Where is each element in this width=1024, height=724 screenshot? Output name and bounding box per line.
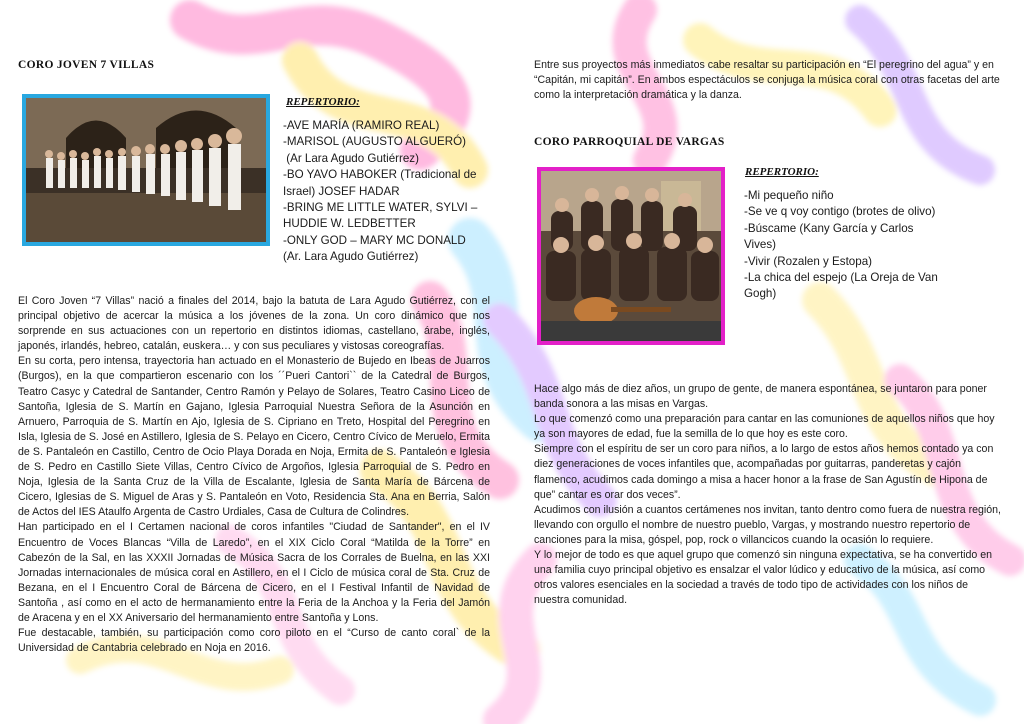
list-item: Israel) JOSEF HADAR xyxy=(283,184,400,198)
list-item: (Ar. Lara Agudo Gutiérrez) xyxy=(283,250,419,264)
coro-joven-photo xyxy=(22,94,270,246)
coro-joven-title: CORO JOVEN 7 VILLAS xyxy=(18,59,155,71)
list-item: -La chica del espejo (La Oreja de Van xyxy=(744,271,938,285)
list-item: -BRING ME LITTLE WATER, SYLVI – xyxy=(283,201,478,215)
coro-vargas-title: CORO PARROQUIAL DE VARGAS xyxy=(534,136,725,148)
paragraph: Lo que comenzó como una preparación para cantar en las comuniones de aquellos niños que hoy ya son mayores de edad, fue la semilla de lo que hoy es este coro. xyxy=(534,413,995,441)
paragraph: Acudimos con ilusión a cuantos certámenes nos invitan, tanto dentro como fuera de nuestra región, llevando con orgullo el nombre de nuestro pueblo, Vargas, y mostrando nuestro repertorio de canciones para la misa, góspel, pop, rock o villancicos cuando la ocasión lo requiere. xyxy=(534,503,1001,546)
paragraph: En su corta, pero intensa, trayectoria han actuado en el Monasterio de Bujedo en Ibeas de Juarros (Burgos), en la que compartieron escenario con los ´´Pueri Cantori`` de la Catedral de Burgos, Teatro Casyc y Catedral de Santander, Centro Ramón y Pelayo de Solares, Teatro Casino Liceo de Santoña, Iglesia de S. Martín en Gajano, Iglesia Parroquial Nuestra Señora de la Asunción en Arnuero, Parroquia de S. Martín en Ajo, Iglesia de S. Cipriano en Treto, Hospital del Peregrino en Isla, Iglesia de S. José en Astillero, Iglesia de S. Pelayo en Cicero, Centro Cívico de Meruelo, Ermita de S. Pantaleón en Castillo, Centro de Ocio Playa Dorada en Noja, Ermita de S. Pantaleón e Iglesia de S. Pedro en Castillo Siete Villas, Centro Cívico de Argoños, Iglesia Parroquial de S. Pedro en Noja, Iglesia de la Santa Cruz de la Villa de Escalante, Iglesia de Santa María de Bárcena de Cicero, Iglesias de S. Miguel de Aras y S. Pantaleón en Voto, Residencia Sta. Ana en Berria, Salón de Actos del IES Ataulfo Argenta de Castro Urdiales, Casa de Cultura de Colindres. xyxy=(18,355,490,519)
paragraph: Siempre con el espíritu de ser un coro para niños, a lo largo de estos años hemos contado ya con diez generaciones de voces infantiles que, acompañadas por guitarras, panderetas y cajón flamenco, acudimos cada domingo a misa a hacer honor a la frase de San Agustín de Hipona de que” cantar es orar dos veces”. xyxy=(534,443,994,501)
coro-joven-projects xyxy=(534,58,1010,103)
list-item: Vives) xyxy=(744,238,777,252)
list-item: Gogh) xyxy=(744,287,777,301)
parish-choir-illustration xyxy=(541,171,721,341)
choir-stage-illustration xyxy=(26,98,266,242)
list-item: -Vivir (Rozalen y Estopa) xyxy=(744,254,873,268)
list-item: -BO YAVO HABOKER (Tradicional de xyxy=(283,168,477,182)
list-item: HUDDIE W. LEDBETTER xyxy=(283,217,416,231)
coro-joven-repertoire-title: REPERTORIO: xyxy=(286,96,360,108)
list-item: -ONLY GOD – MARY MC DONALD xyxy=(283,233,466,247)
paragraph: Fue destacable, también, su participación como coro piloto en el “Curso de canto coral` de la Universidad de Cantabria celebrado en Noja en 2016. xyxy=(18,627,490,655)
coro-vargas-photo xyxy=(537,167,725,345)
paragraph: El Coro Joven “7 Villas” nació a finales del 2014, bajo la batuta de Lara Agudo Gutiérrez, con el principal objetivo de acercar la música a los jóvenes de la zona. Un coro dinámico que nos sorprende en sus actuaciones con un repertorio en distintos idiomas, castellano, árabe, inglés, japonés, irlandés, hebreo, catalán, euskera… y con sus peculiares y vistosas coreografías. xyxy=(18,295,490,353)
list-item: (Ar Lara Agudo Gutiérrez) xyxy=(283,151,419,165)
list-item: -MARISOL (AUGUSTO ALGUERÓ) xyxy=(283,135,466,149)
paragraph: Han participado en el I Certamen nacional de coros infantiles "Ciudad de Santander", en el IV Encuentro de Voces Blancas “Villa de Laredo”, en el XIX Ciclo Coral “Matilda de la Torre” en Cabezón de la Sal, en las XXXII Jornadas de Música Sacra de los Corrales de Buelna, en las XXI Jornadas internacionales de música coral en Astillero, en el I Ciclo de música coral de Sta. Cruz de Bezana, en el I Encuentro Coral de Bárcena de Cicero, en el I Festival Infantil de Navidad de Santoña , así como en el acto de hermanamiento entre la Feria de la Anchoa y la Feria del Jamón de Aracena y en el XX Aniversario del hermanamiento entre Santoña y Lons. xyxy=(18,521,490,624)
list-item: -Búscame (Kany García y Carlos xyxy=(744,221,914,235)
paragraph: Hace algo más de diez años, un grupo de gente, de manera espontánea, se juntaron para poner banda sonora a las misas en Vargas. xyxy=(534,383,987,411)
list-item: -Se ve q voy contigo (brotes de olivo) xyxy=(744,205,936,219)
coro-joven-description xyxy=(18,294,490,656)
paragraph: Y lo mejor de todo es que aquel grupo que comenzó sin ninguna expectativa, se ha convertido en una familia cuyo principal objetivo es ensalzar el valor lúdico y educativo de la música, así como otros valores esenciales en la sociedad a través de todo tipo de actividades con los niños de nuestra comunidad. xyxy=(534,549,992,607)
list-item: -AVE MARÍA (RAMIRO REAL) xyxy=(283,119,440,132)
paragraph: Entre sus proyectos más inmediatos cabe resaltar su participación en “El peregrino del agua” y en “Capitán, mi capitán”. En ambos espectáculos se conjuga la música coral con otras facetas del arte como la interpretación dramática y la danza. xyxy=(534,59,1000,102)
list-item: -Mi pequeño niño xyxy=(744,189,834,202)
coro-vargas-repertoire-list xyxy=(744,188,964,303)
coro-joven-repertoire-list xyxy=(283,118,488,266)
coro-vargas-repertoire-title: REPERTORIO: xyxy=(745,166,819,178)
coro-vargas-description xyxy=(534,382,1006,608)
